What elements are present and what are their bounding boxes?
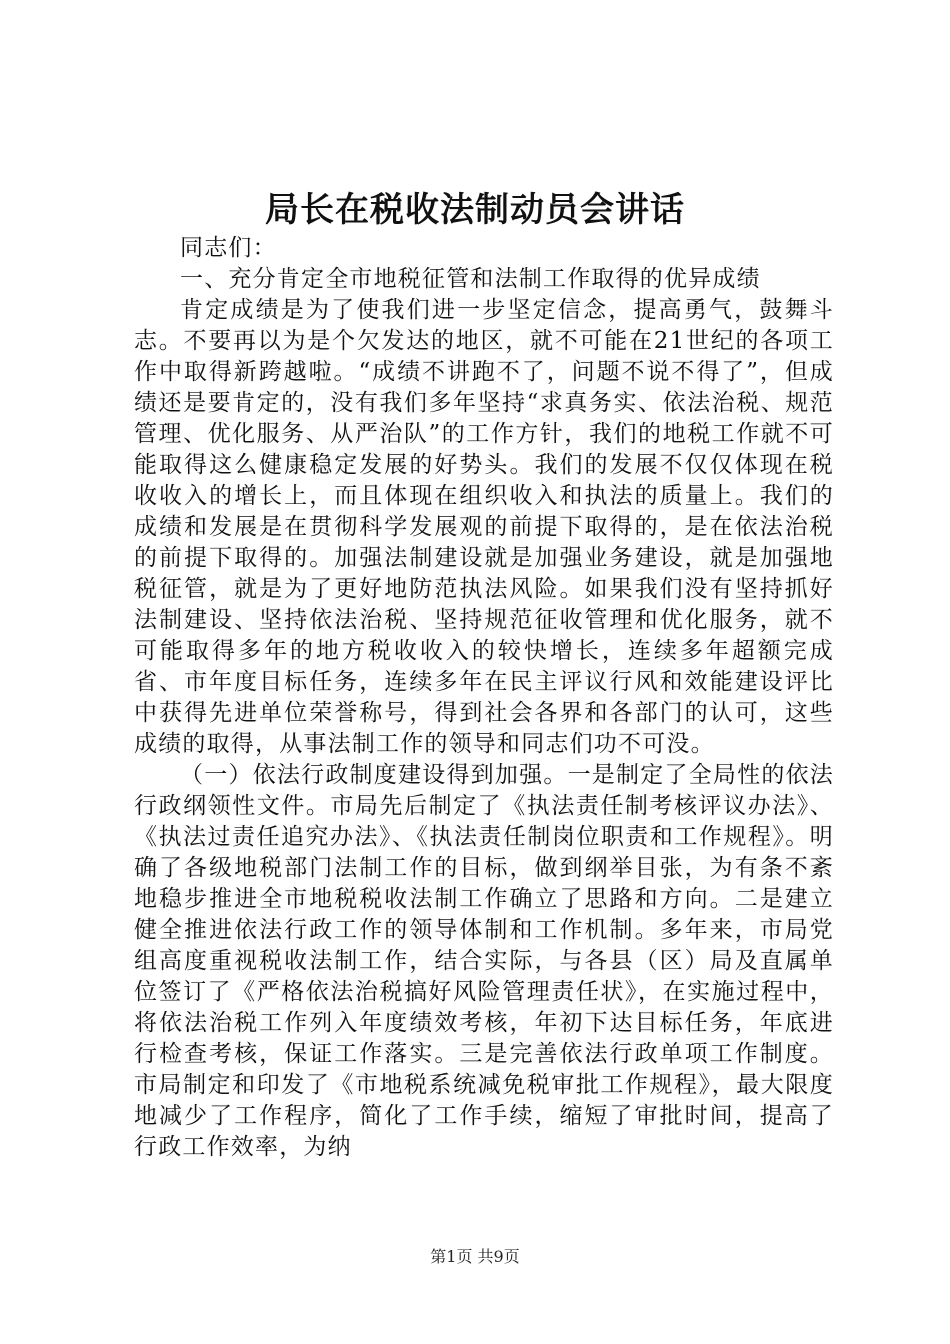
paragraph-2: （一）依法行政制度建设得到加强。一是制定了全局性的依法行政纲领性文件。市局先后制定了《执法责任制考核评议办法》、《执法过责任追究办法》、《执法责任制岗位职责和工作规程》。明确了各级地税部门法制工作的目标，做到纲举目张，为有条不紊地稳步推进全市地税税收法制工作确立了思路和方向。二是建立健全推进依法行政工作的领导体制和工作机制。多年来，市局党组高度重视税收法制工作，结合实际，与各县（区）局及直属单位签订了《严格依法治税搞好风险管理责任状》，在实施过程中，将依法治税工作列入年度绩效考核，年初下达目标任务，年底进行检查考核，保证工作落实。三是完善依法行政单项工作制度。市局制定和印发了《市地税系统减免税审批工作规程》，最大限度地减少了工作程序，简化了工作手续，缩短了审批时间，提高了行政工作效率，为纳 (134, 762, 834, 1160)
document-body (134, 233, 834, 1163)
page-footer: 第1页 共9页 (430, 1247, 520, 1266)
salutation: 同志们： (180, 235, 277, 261)
section-heading: 一、充分肯定全市地税征管和法制工作取得的优异成绩 (180, 266, 761, 292)
paragraph-1: 肯定成绩是为了使我们进一步坚定信念，提高勇气，鼓舞斗志。不要再以为是个欠发达的地区，就不可能在21世纪的各项工作中取得新跨越啦。“成绩不讲跑不了，问题不说不得了”，但成绩还是要肯定的，没有我们多年坚持“求真务实、依法治税、规范管理、优化服务、从严治队”的工作方针，我们的地税工作就不可能取得这么健康稳定发展的好势头。我们的发展不仅仅体现在税收收入的增长上，而且体现在组织收入和执法的质量上。我们的成绩和发展是在贯彻科学发展观的前提下取得的，是在依法治税的前提下取得的。加强法制建设就是加强业务建设，就是加强地税征管，就是为了更好地防范执法风险。如果我们没有坚持抓好法制建设、坚持依法治税、坚持规范征收管理和优化服务，就不可能取得多年的地方税收收入的较快增长，连续多年超额完成省、市年度目标任务，连续多年在民主评议行风和效能建设评比中获得先进单位荣誉称号，得到社会各界和各部门的认可，这些成绩的取得，从事法制工作的领导和同志们功不可没。 (134, 297, 834, 757)
page-title: 局长在税收法制动员会讲话 (265, 190, 685, 230)
